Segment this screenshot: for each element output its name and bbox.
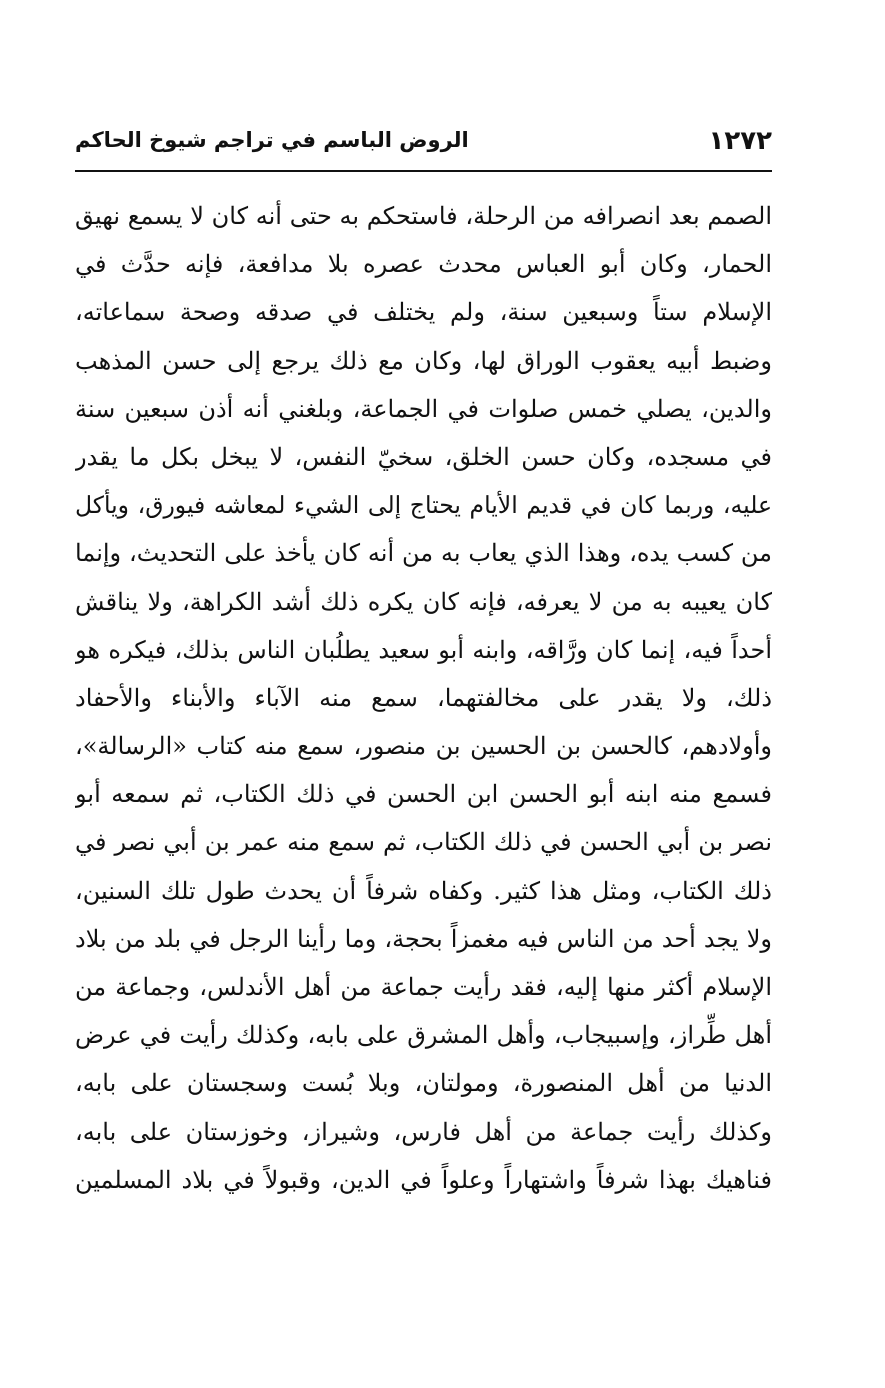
text-line: فسمع منه ابنه أبو الحسن ابن الحسن في ذلك الكتاب، ثم سمعه أبو xyxy=(75,780,772,809)
page-number: ١٢٧٢ xyxy=(708,126,772,156)
text-line: كان يعيبه به من لا يعرفه، فإنه كان يكره ذلك أشد الكراهة، ولا يناقش xyxy=(75,587,772,616)
text-line: فناهيك بهذا شرفاً واشتهاراً وعلواً في الدين، وقبولاً في بلاد المسلمين xyxy=(75,1165,772,1194)
body-text xyxy=(75,192,772,1204)
text-line: أهل طِّراز، وإسبيجاب، وأهل المشرق على بابه، وكذلك رأيت في عرض xyxy=(75,1021,772,1050)
text-line: ولا يجد أحد من الناس فيه مغمزاً بحجة، وما رأينا الرجل في بلد من بلاد xyxy=(75,924,772,953)
book-title: الروض الباسم في تراجم شيوخ الحاكم xyxy=(75,128,469,152)
text-line: الصمم بعد انصرافه من الرحلة، فاستحكم به حتى أنه كان لا يسمع نهيق xyxy=(75,202,772,230)
text-line: في مسجده، وكان حسن الخلق، سخيّ النفس، لا يبخل بكل ما يقدر xyxy=(75,442,772,471)
text-line: ذلك، ولا يقدر على مخالفتهما، سمع منه الآباء والأبناء والأحفاد xyxy=(75,683,772,712)
text-line: أحداً فيه، إنما كان ورَّاقه، وابنه أبو سعيد يطلُبان الناس بذلك، فيكره هو xyxy=(75,635,772,664)
text-line: الإسلام ستاً وسبعين سنة، ولم يختلف في صدقه وصحة سماعاته، xyxy=(75,298,772,327)
text-line: ذلك الكتاب، ومثل هذا كثير. وكفاه شرفاً أن يحدث طول تلك السنين، xyxy=(75,876,772,905)
text-line: من كسب يده، وهذا الذي يعاب به من أنه كان يأخذ على التحديث، وإنما xyxy=(75,539,772,568)
text-line: الإسلام أكثر منها إليه، فقد رأيت جماعة من أهل الأندلس، وجماعة من xyxy=(75,973,772,1001)
running-header xyxy=(75,120,772,166)
text-line: وأولادهم، كالحسن بن الحسين بن منصور، سمع منه كتاب «الرسالة»، xyxy=(75,732,772,761)
header-divider xyxy=(75,170,772,172)
text-line: الحمار، وكان أبو العباس محدث عصره بلا مدافعة، فإنه حدَّث في xyxy=(75,250,772,279)
text-line: نصر بن أبي الحسن في ذلك الكتاب، ثم سمع منه عمر بن أبي نصر في xyxy=(75,828,772,857)
text-line: الدنيا من أهل المنصورة، ومولتان، وبلا بُست وسجستان على بابه، xyxy=(75,1069,772,1098)
text-line: وضبط أبيه يعقوب الوراق لها، وكان مع ذلك يرجع إلى حسن المذهب xyxy=(75,346,772,375)
text-line: والدين، يصلي خمس صلوات في الجماعة، وبلغني أنه أذن سبعين سنة xyxy=(75,394,772,423)
text-line: عليه، وربما كان في قديم الأيام يحتاج إلى الشيء لمعاشه فيورق، ويأكل xyxy=(75,491,772,520)
text-line: وكذلك رأيت جماعة من أهل فارس، وشيراز، وخوزستان على بابه، xyxy=(75,1117,772,1146)
